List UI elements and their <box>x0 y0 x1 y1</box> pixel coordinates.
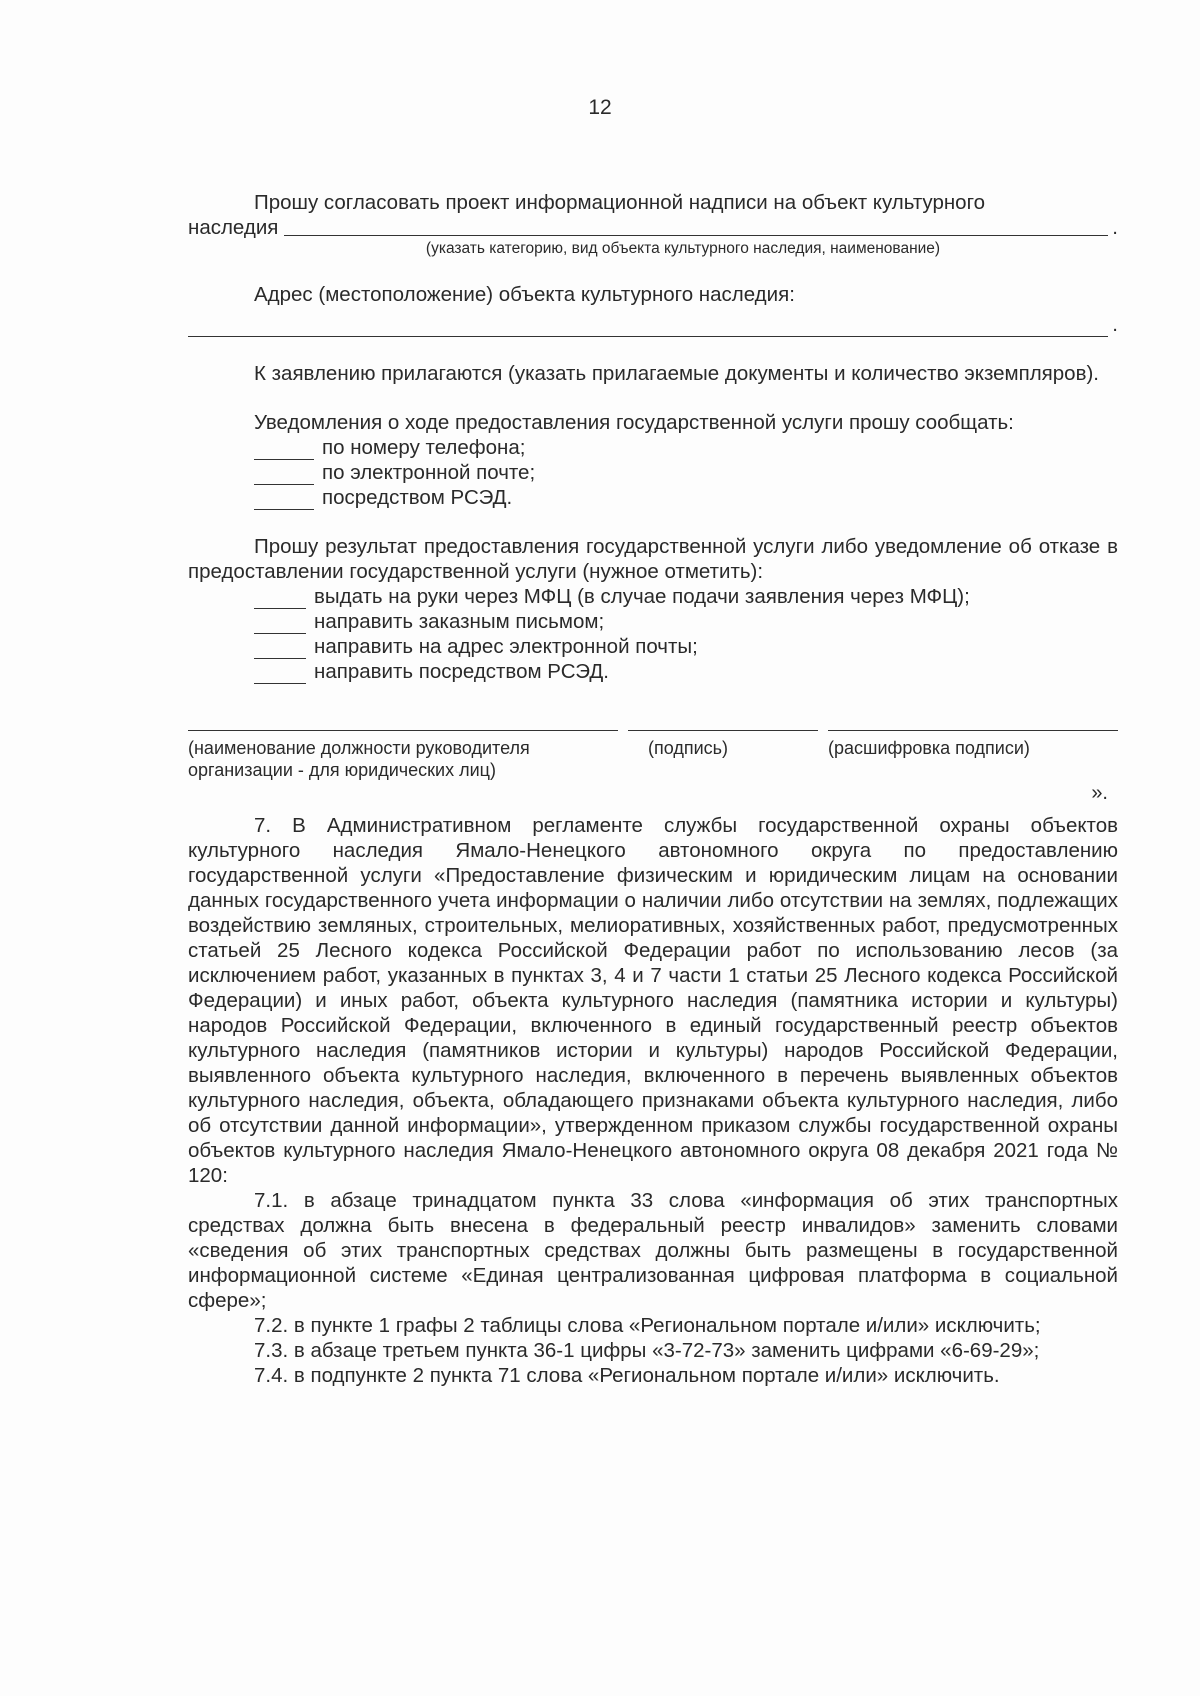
notification-option[interactable] <box>254 485 1118 510</box>
result-option[interactable] <box>254 634 1118 659</box>
result-option[interactable] <box>254 609 1118 634</box>
result-option[interactable] <box>254 659 1118 684</box>
signature-lines <box>188 710 1118 731</box>
closing-quote: ». <box>1091 782 1108 804</box>
page-number: 12 <box>588 96 612 119</box>
option-label: направить заказным письмом; <box>314 610 605 633</box>
option-blank[interactable] <box>254 489 314 510</box>
result-intro: Прошу результат предоставления государственной услуги либо уведомление об отказе в предоставлении государственной услуги (нужное отметить): <box>188 535 1118 583</box>
option-blank[interactable] <box>254 588 306 609</box>
object-field-row <box>188 215 1118 240</box>
address-field-end: . <box>1112 313 1118 336</box>
sign-line[interactable] <box>628 710 818 731</box>
address-label: Адрес (местоположение) объекта культурного наследия: <box>254 283 795 306</box>
object-field-line[interactable] <box>284 215 1108 236</box>
result-option[interactable] <box>254 584 1118 609</box>
notification-option[interactable] <box>254 435 1118 460</box>
amendment-7-3: 7.3. в абзаце третьем пункта 36-1 цифры «3-72-73» заменить цифрами «6-69-29»; <box>254 1339 1040 1362</box>
option-blank[interactable] <box>254 663 306 684</box>
result-options <box>188 584 1118 684</box>
notifications-options <box>188 435 1118 510</box>
attachments-text: К заявлению прилагаются (указать прилагаемые документы и количество экземпляров). <box>254 362 1099 385</box>
option-blank[interactable] <box>254 613 306 634</box>
address-field-row <box>188 307 1118 337</box>
option-blank[interactable] <box>254 439 314 460</box>
notification-option[interactable] <box>254 460 1118 485</box>
position-line[interactable] <box>188 710 618 731</box>
address-field-line[interactable] <box>188 336 1108 337</box>
option-blank[interactable] <box>254 464 314 485</box>
notifications-intro: Уведомления о ходе предоставления государственной услуги прошу сообщать: <box>254 411 1014 434</box>
object-field-hint: (указать категорию, вид объекта культурного наследия, наименование) <box>425 240 941 257</box>
signature-labels <box>188 737 1118 789</box>
position-caption: (наименование должности руководителя организации - для юридических лиц) <box>188 738 530 780</box>
amendment-7: 7. В Административном регламенте службы государственной охраны объектов культурного наследия Ямало-Ненецкого автономного округа по предоставлению государственной услуги «Предоставление физическим и юридическим лицам на основании данных государственного учета информации о наличии либо отсутствии на землях, подлежащих воздействию земляных, строительных, мелиоративных, хозяйственных работ, предусмотренных статьей 25 Лесного кодекса Российской Федерации работ по использованию лесов (за исключением работ, указанных в пунктах 3, 4 и 7 части 1 статьи 25 Лесного кодекса Российской Федерации) и иных работ, объекта культурного наследия (памятника истории и культуры) народов Российской Федерации, включенного в единый государственный реестр объектов культурного наследия (памятников истории и культуры) народов Российской Федерации, выявленного объекта культурного наследия, включенного в перечень выявленных объектов культурного наследия, объекта, обладающего признаками объекта культурного наследия, либо об отсутствии данной информации», утвержденном приказом службы государственной охраны объектов культурного наследия Ямало-Ненецкого автономного округа 08 декабря 2021 года № 120: <box>188 814 1118 1187</box>
option-label: направить на адрес электронной почты; <box>314 635 698 658</box>
option-label: выдать на руки через МФЦ (в случае подачи заявления через МФЦ); <box>314 585 970 608</box>
amendment-7-4: 7.4. в подпункте 2 пункта 71 слова «Региональном портале и/или» исключить. <box>254 1364 1000 1387</box>
option-label: посредством РСЭД. <box>322 486 513 509</box>
sign-caption: (подпись) <box>648 738 729 758</box>
option-label: по номеру телефона; <box>322 436 526 459</box>
option-label: по электронной почте; <box>322 461 536 484</box>
amendment-7-1: 7.1. в абзаце тринадцатом пункта 33 слова «информация об этих транспортных средствах должна быть внесена в федеральный реестр инвалидов» заменить словами «сведения об этих транспортных средствах должны быть размещены в государственной информационной системе «Единая централизованная цифровая платформа в социальной сфере»; <box>188 1189 1118 1312</box>
object-field-label: наследия <box>188 216 279 239</box>
object-field-end: . <box>1112 216 1118 239</box>
amendment-7-2: 7.2. в пункте 1 графы 2 таблицы слова «Региональном портале и/или» исключить; <box>254 1314 1041 1337</box>
decoding-caption: (расшифровка подписи) <box>828 738 1030 758</box>
decoding-line[interactable] <box>828 710 1118 731</box>
option-label: направить посредством РСЭД. <box>314 660 609 683</box>
request-line: Прошу согласовать проект информационной надписи на объект культурного <box>254 191 986 214</box>
option-blank[interactable] <box>254 638 306 659</box>
page-content <box>188 190 1118 1388</box>
